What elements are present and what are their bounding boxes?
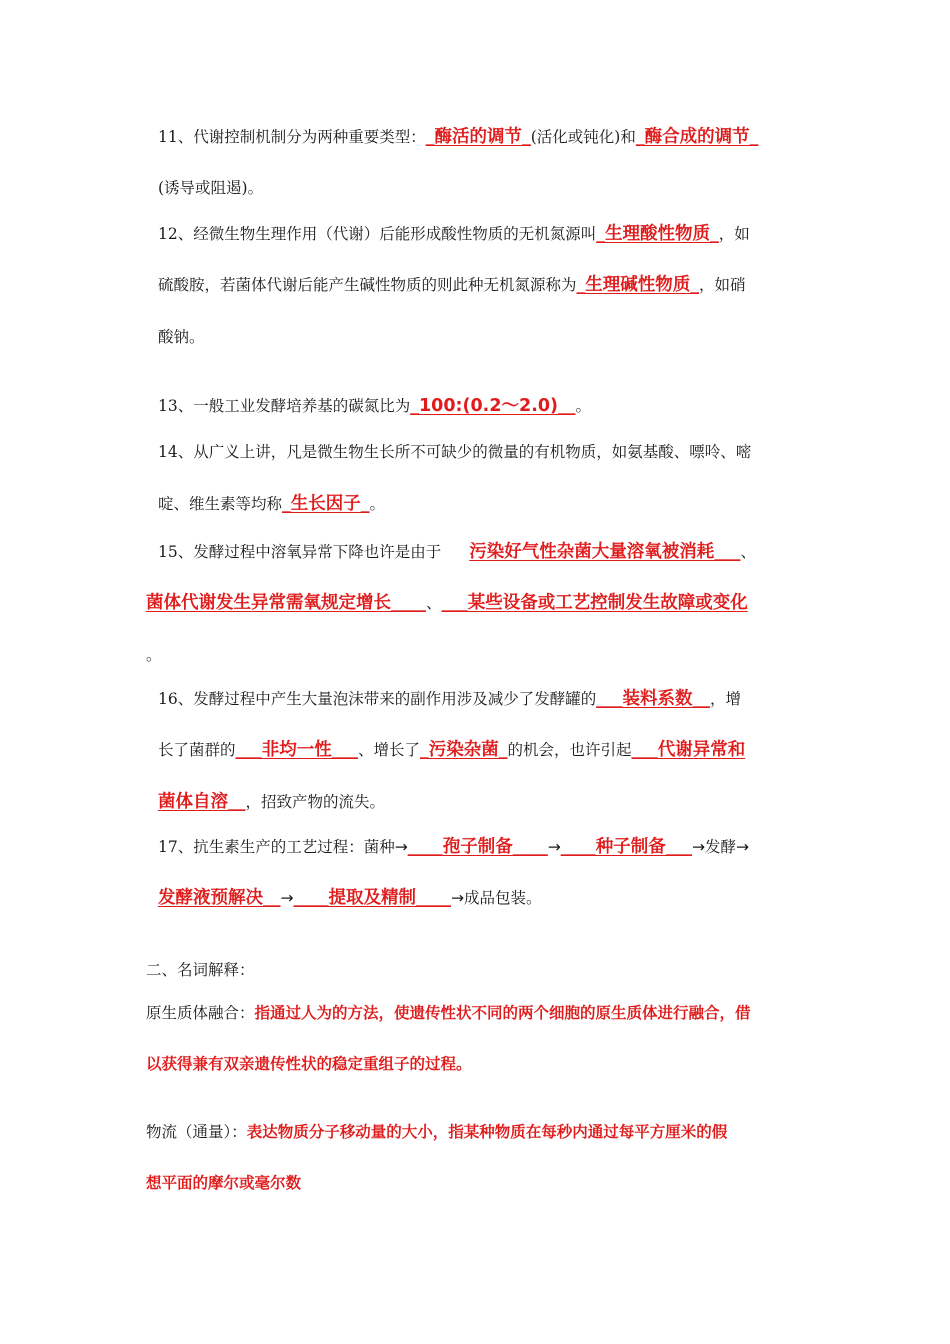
q15-line-1 <box>158 542 756 562</box>
arrow-icon: → <box>547 838 561 856</box>
q17-line-2 <box>158 888 542 908</box>
arrow-icon: → <box>691 838 705 856</box>
term-2-line-2 <box>146 1173 301 1193</box>
q16-line-1 <box>158 689 741 709</box>
q15-answer-2: 菌体代谢发生异常需氧规定增长____ <box>146 593 426 613</box>
q17-text-2-post: 成品包装。 <box>464 889 542 907</box>
q16-text-2-mid2: 的机会，也许引起 <box>507 741 632 759</box>
q12-text-2-post: ，如硝 <box>699 276 746 294</box>
q13-text: 13、一般工业发酵培养基的碳氮比为 <box>158 397 411 415</box>
q16-answer-5: 菌体自溶__ <box>158 792 246 812</box>
arrow-icon: → <box>280 889 294 907</box>
q15-answer-3: ___某些设备或工艺控制发生故障或变化 <box>441 593 748 613</box>
term-1: 原生质体融合： <box>146 1004 255 1022</box>
q15-line-3: 。 <box>146 646 162 664</box>
term-1-line-1 <box>146 1003 751 1023</box>
q14-text: 啶、维生素等均称 <box>158 495 283 513</box>
term-2: 物流（通量）： <box>146 1123 247 1141</box>
q13-text-post: 。 <box>575 397 592 415</box>
q17-text: 17、抗生素生产的工艺过程：菌种 <box>158 838 395 856</box>
arrow-icon: → <box>736 838 749 856</box>
q13-answer: _100:(0.2～2.0)__ <box>410 396 576 416</box>
q17-line-1 <box>158 837 749 857</box>
q16-answer-3: _污染杂菌_ <box>420 740 508 760</box>
q14-answer: _生长因子_ <box>282 494 370 514</box>
q17-answer-2: ____种子制备___ <box>560 837 692 857</box>
q16-answer-2: ___非均一性___ <box>235 740 359 760</box>
arrow-icon: → <box>394 838 408 856</box>
q16-line-2 <box>158 740 745 760</box>
q11-line-2: (诱导或阻遏)。 <box>158 179 264 197</box>
q17-answer-4: ____提取及精制____ <box>293 888 451 908</box>
term-2-line-1 <box>146 1122 727 1142</box>
section-2-title: 二、名词解释： <box>146 961 255 979</box>
q14-line-2 <box>158 494 385 514</box>
arrow-icon: → <box>451 889 464 907</box>
q12-text: 12、经微生物生理作用（代谢）后能形成酸性物质的无机氮源叫 <box>158 225 597 243</box>
q12-text-post: ，如 <box>718 225 750 243</box>
q11-text-mid: (活化或钝化)和 <box>530 128 636 146</box>
q15-text: 15、发酵过程中溶氧异常下降也许是由于 <box>158 543 442 561</box>
q14-line-1: 14、从广义上讲，凡是微生物生长所不可缺少的微量的有机物质，如氨基酸、嘌呤、嘧 <box>158 443 752 461</box>
q12-text-2: 硫酸胺，若菌体代谢后能产生碱性物质的则此种无机氮源称为 <box>158 276 577 294</box>
definition-1: 指通过人为的方法，使遗传性状不同的两个细胞的原生质体进行融合，借 <box>254 1004 751 1022</box>
q11-line-1 <box>158 127 758 147</box>
q11-answer-2: _酶合成的调节_ <box>635 127 759 147</box>
q16-text: 16、发酵过程中产生大量泡沫带来的副作用涉及减少了发酵罐的 <box>158 690 597 708</box>
term-1-line-2 <box>146 1054 472 1074</box>
definition-2-cont: 想平面的摩尔或毫尔数 <box>146 1174 302 1192</box>
q11-text: 11、代谢控制机制分为两种重要类型： <box>158 128 426 146</box>
q16-text-2: 长了菌群的 <box>158 741 236 759</box>
q12-line-1 <box>158 224 750 244</box>
q12-line-3: 酸钠。 <box>158 328 205 346</box>
q12-answer-2: _生理碱性物质_ <box>576 275 700 295</box>
q12-answer-1: _生理酸性物质_ <box>596 224 719 244</box>
q16-text-3-post: ，招致产物的流失。 <box>245 793 386 811</box>
q17-text-post: 发酵 <box>704 838 736 856</box>
q11-answer-1: _酶活的调节_ <box>425 127 531 147</box>
q15-answer-1: 污染好气性杂菌大量溶氧被消耗___ <box>469 542 741 562</box>
q14-text-post: 。 <box>369 495 386 513</box>
q17-answer-3: 发酵液预解决__ <box>158 888 281 908</box>
q16-text-2-mid: 、增长了 <box>358 741 421 759</box>
q16-text-post: ，增 <box>709 690 741 708</box>
q15-text-post: 、 <box>740 543 756 561</box>
q16-answer-4: ___代谢异常和 <box>631 740 746 760</box>
q12-line-2 <box>158 275 746 295</box>
q16-answer-1: ___装料系数__ <box>596 689 710 709</box>
definition-1-cont: 以获得兼有双亲遗传性状的稳定重组子的过程。 <box>146 1055 472 1073</box>
definition-2: 表达物质分子移动量的大小，指某种物质在每秒内通过每平方厘米的假 <box>246 1123 728 1141</box>
q13-line <box>158 396 591 416</box>
q17-answer-1: ____孢子制备____ <box>407 837 548 857</box>
q15-sep: 、 <box>426 594 442 612</box>
q16-line-3 <box>158 792 385 812</box>
q15-line-2 <box>146 593 748 613</box>
